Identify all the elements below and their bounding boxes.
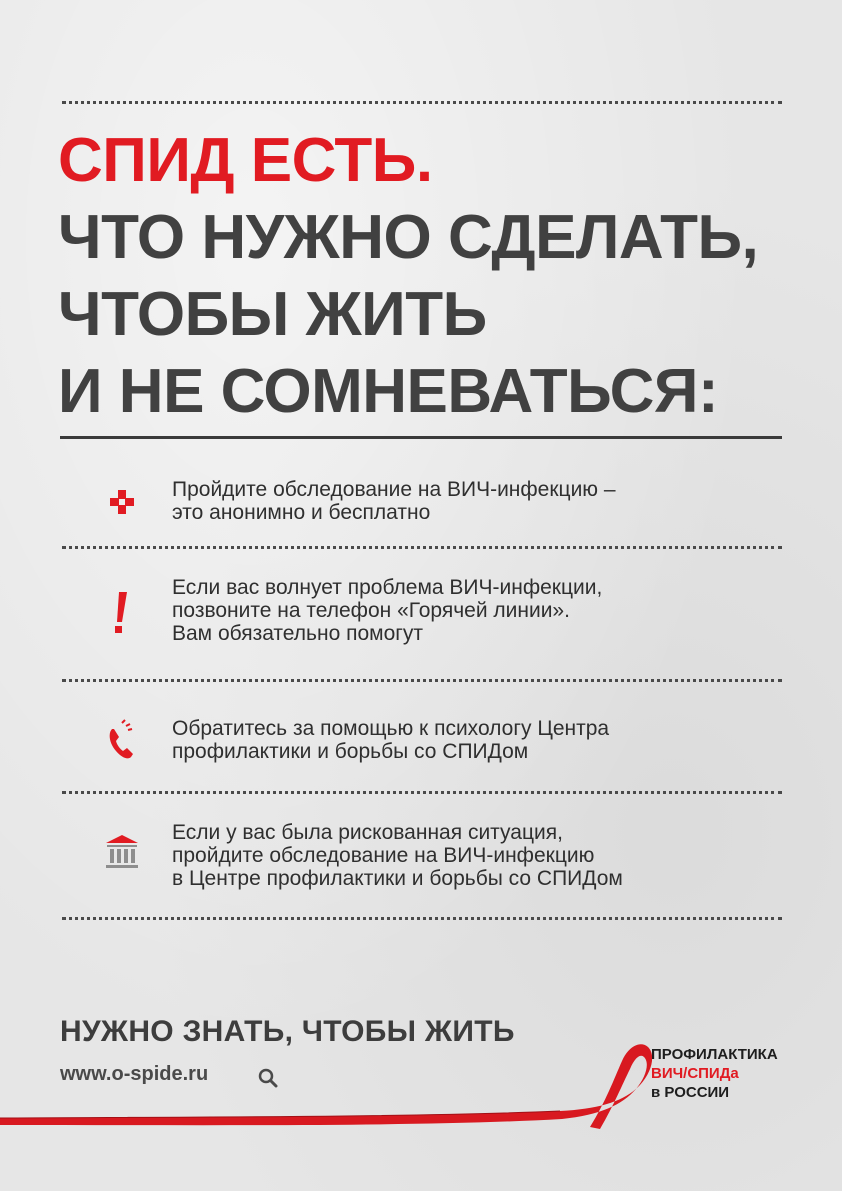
headline-underline (60, 436, 782, 439)
divider (62, 546, 782, 549)
search-icon[interactable] (257, 1067, 279, 1089)
headline (58, 122, 798, 430)
headline-line-3: ЧТОБЫ ЖИТЬ (58, 280, 487, 349)
logo-line-1: ПРОФИЛАКТИКА (651, 1046, 778, 1063)
list-item-text (172, 821, 772, 890)
logo (651, 1045, 778, 1102)
divider (62, 791, 782, 794)
list-item-line: профилактики и борьбы со СПИДом (172, 740, 529, 763)
list-item-line: это анонимно и бесплатно (172, 501, 431, 524)
list-item-line: Если вас волнует проблема ВИЧ-инфекции, (172, 576, 603, 599)
top-dotted-divider (62, 101, 782, 104)
website-link[interactable]: www.o-spide.ru (60, 1063, 209, 1085)
list-item-line: пройдите обследование на ВИЧ-инфекцию (172, 844, 595, 867)
logo-line-2: ВИЧ/СПИДа (651, 1065, 739, 1082)
footer-slogan: НУЖНО ЗНАТЬ, ЧТОБЫ ЖИТЬ (60, 1015, 515, 1048)
list-item-line: в Центре профилактики и борьбы со СПИДом (172, 867, 623, 890)
plus-icon (102, 482, 142, 522)
divider (62, 917, 782, 920)
headline-line-2: ЧТО НУЖНО СДЕЛАТЬ, (58, 203, 759, 272)
list-item-text (172, 478, 772, 524)
list-item-text (172, 576, 772, 645)
list-item-line: позвоните на телефон «Горячей линии». (172, 599, 570, 622)
list-item-line: Обратитесь за помощью к психологу Центра (172, 717, 610, 740)
list-item-line: Пройдите обследование на ВИЧ-инфекцию – (172, 478, 616, 501)
divider (62, 679, 782, 682)
exclamation-icon (102, 590, 142, 630)
list-item-line: Вам обязательно помогут (172, 622, 424, 645)
phone-icon (102, 717, 142, 757)
building-icon (102, 833, 142, 873)
headline-line-1: СПИД ЕСТЬ. (58, 126, 433, 195)
list-item-text (172, 717, 772, 763)
list-item-line: Если у вас была рискованная ситуация, (172, 821, 563, 844)
logo-line-3: в РОССИИ (651, 1084, 730, 1101)
headline-line-4: И НЕ СОМНЕВАТЬСЯ: (58, 357, 719, 426)
